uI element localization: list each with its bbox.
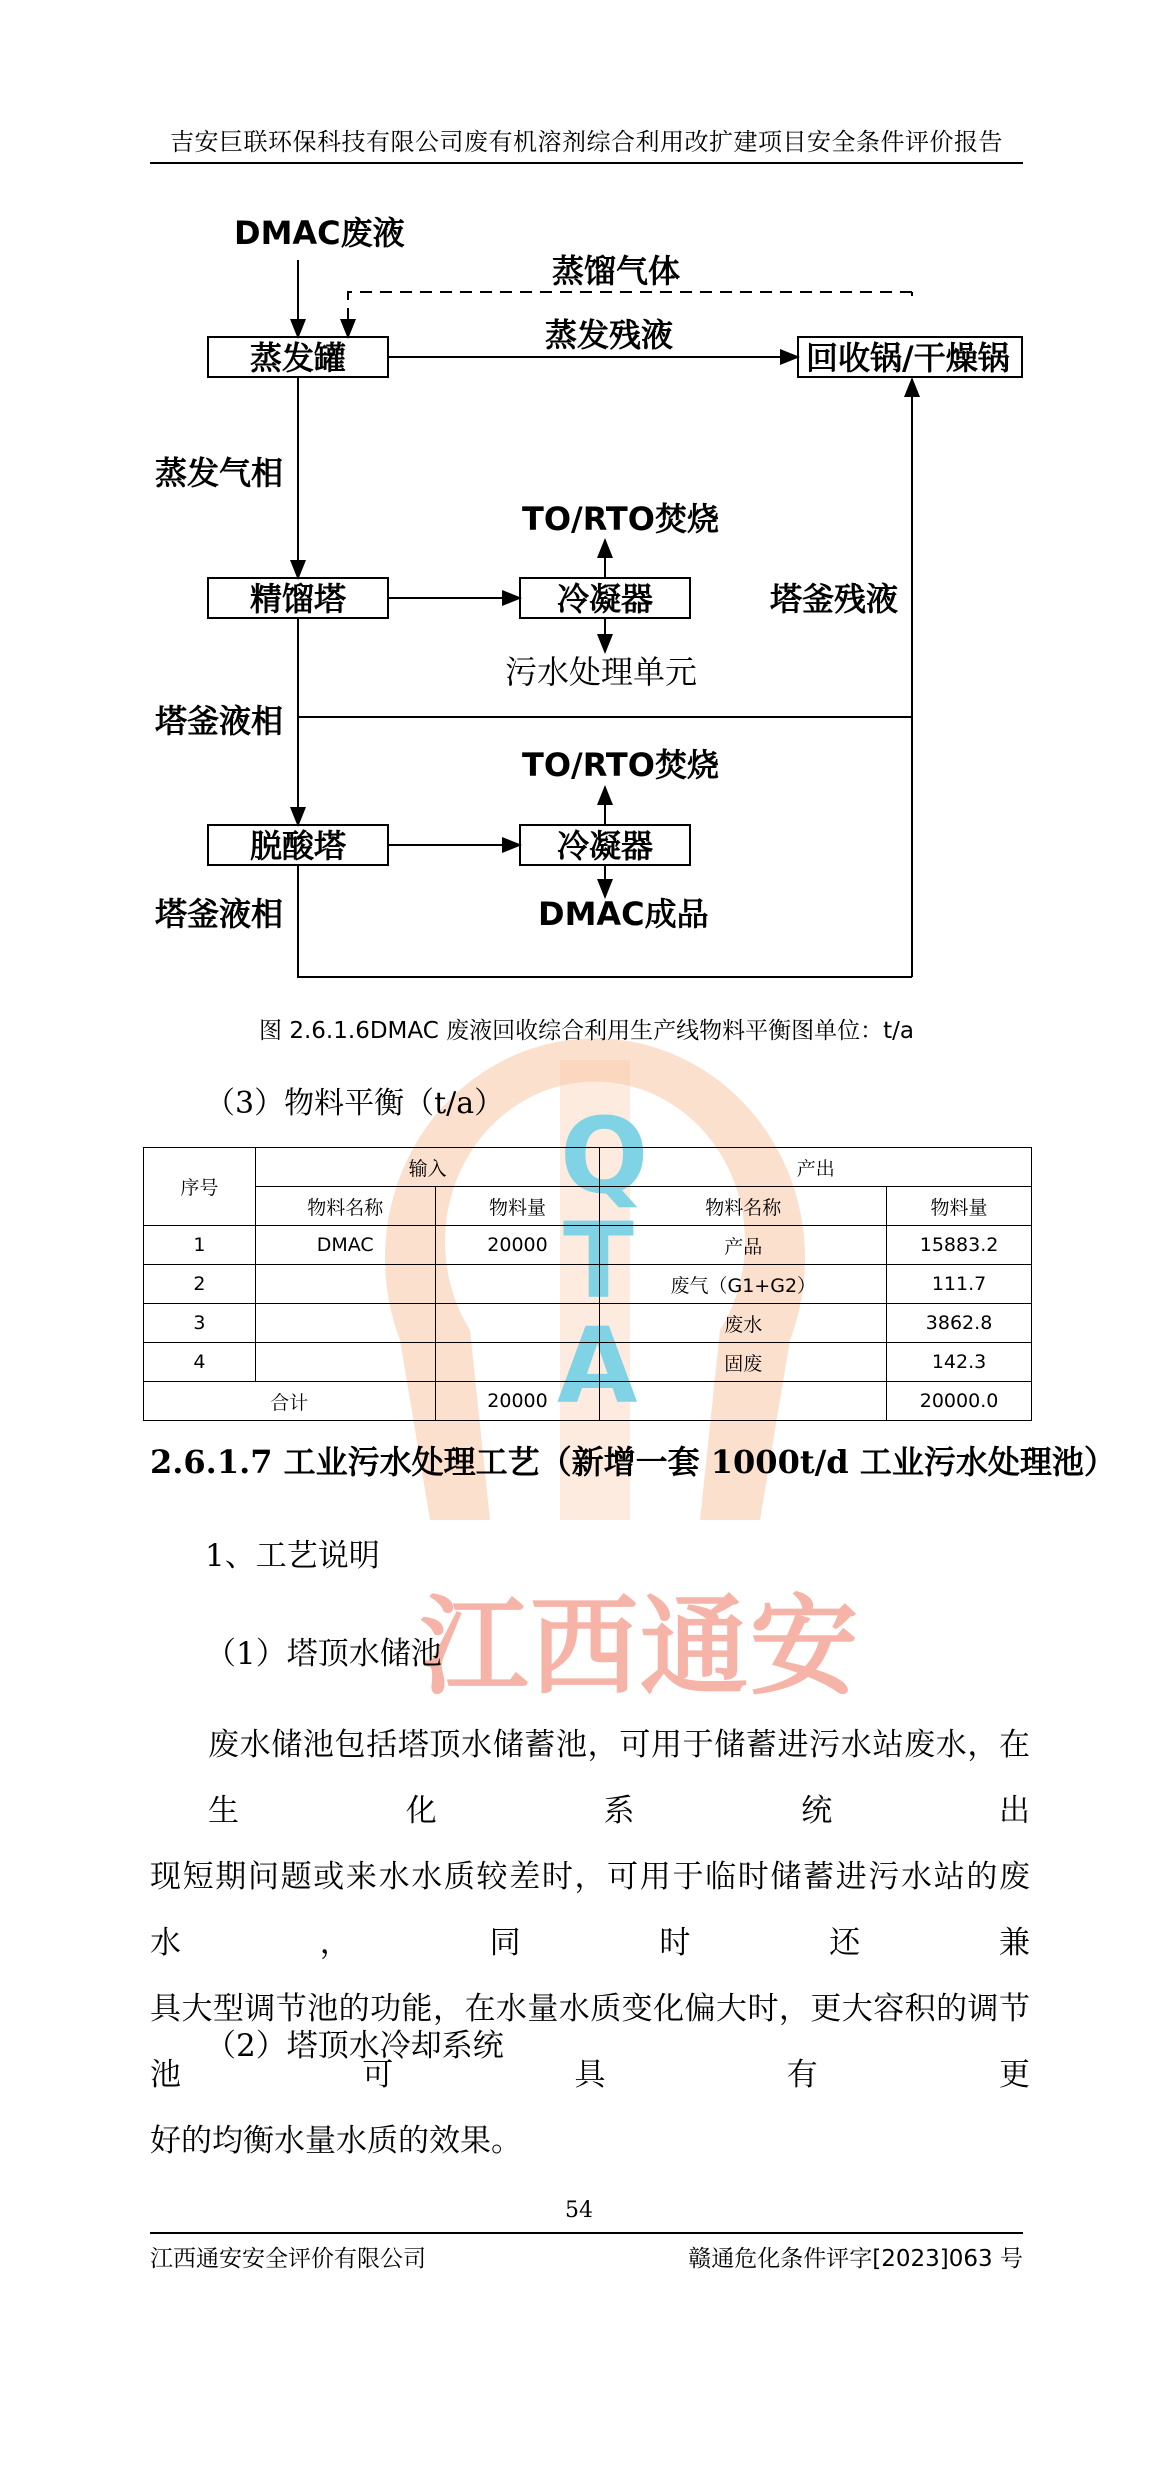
- label-condenser-2: 冷凝器: [557, 827, 654, 865]
- flow-diagram: [0, 0, 1158, 1000]
- total-label: 合计: [144, 1382, 436, 1421]
- watermark-letter-q: Q: [560, 1095, 649, 1217]
- label-bottom-residue: 塔釜残液: [770, 580, 899, 618]
- footer-rule: [150, 2232, 1023, 2234]
- table-row: 3 废水 3862.8: [144, 1304, 1032, 1343]
- label-dmac-in: DMAC废液: [234, 214, 405, 252]
- th-out-qty: 物料量: [887, 1187, 1032, 1226]
- footer-doc-number: 赣通危化条件评字[2023]063 号: [688, 2246, 1023, 2272]
- label-dmac-product: DMAC成品: [538, 895, 709, 933]
- table-total-row: [144, 1382, 1032, 1421]
- th-output: 产出: [600, 1148, 1032, 1187]
- label-rto-1: TO/RTO焚烧: [522, 500, 719, 538]
- watermark-letter-t: T: [563, 1200, 634, 1322]
- sub-heading-1: （1）塔顶水储池: [205, 1636, 442, 1672]
- total-in: 20000: [435, 1382, 600, 1421]
- label-distill-gas: 蒸馏气体: [552, 252, 681, 290]
- th-in-qty: 物料量: [435, 1187, 600, 1226]
- th-seq: 序号: [144, 1148, 256, 1226]
- label-recovery: 回收锅/干燥锅: [806, 339, 1010, 377]
- section-heading: 2.6.1.7 工业污水处理工艺（新增一套 1000t/d 工业污水处理池）: [150, 1443, 1116, 1481]
- label-bottom-liquid-2: 塔釜液相: [155, 895, 284, 933]
- label-deacid: 脱酸塔: [250, 827, 347, 865]
- label-rectifier: 精馏塔: [250, 580, 347, 618]
- label-evaporator: 蒸发罐: [250, 339, 347, 377]
- sub-heading-2: （2）塔顶水冷却系统: [205, 2028, 504, 2064]
- th-out-name: 物料名称: [600, 1187, 887, 1226]
- item-heading: 1、工艺说明: [205, 1538, 380, 1574]
- table-row: 1 DMAC 20000 产品 15883.2: [144, 1226, 1032, 1265]
- label-condenser-1: 冷凝器: [557, 580, 654, 618]
- label-evap-vapor: 蒸发气相: [155, 454, 284, 492]
- watermark-letter-a: A: [557, 1305, 638, 1427]
- table-row: 2 废气（G1+G2） 111.7: [144, 1265, 1032, 1304]
- balance-title: （3）物料平衡（t/a）: [205, 1086, 505, 1121]
- table-row: 4 固废 142.3: [144, 1343, 1032, 1382]
- th-in-name: 物料名称: [255, 1187, 435, 1226]
- label-wastewater-unit: 污水处理单元: [505, 653, 698, 691]
- paragraph: 废水储池包括塔顶水储蓄池，可用于储蓄进污水站废水，在生化系统出 现短期问题或来水水质较差时，可用于临时储蓄进污水站的废水，同时还兼 具大型调节池的功能，在水量水质变化偏大时，更大容积的调节池可具有更 好的均衡水量水质的效果。: [150, 1727, 1030, 2159]
- label-evap-residue: 蒸发残液: [545, 316, 674, 354]
- page-number: 54: [565, 2198, 593, 2223]
- footer-company: 江西通安安全评价有限公司: [150, 2246, 426, 2272]
- label-bottom-liquid-1: 塔釜液相: [155, 702, 284, 740]
- th-input: 输入: [255, 1148, 600, 1187]
- total-out: 20000.0: [887, 1382, 1032, 1421]
- figure-caption: 图 2.6.1.6DMAC 废液回收综合利用生产线物料平衡图单位：t/a: [259, 1018, 914, 1044]
- page-header: 吉安巨联环保科技有限公司废有机溶剂综合利用改扩建项目安全条件评价报告: [170, 128, 1003, 156]
- watermark-company: 江西通安: [420, 1585, 861, 1710]
- label-rto-2: TO/RTO焚烧: [522, 746, 719, 784]
- material-balance-table: [143, 1147, 1032, 1421]
